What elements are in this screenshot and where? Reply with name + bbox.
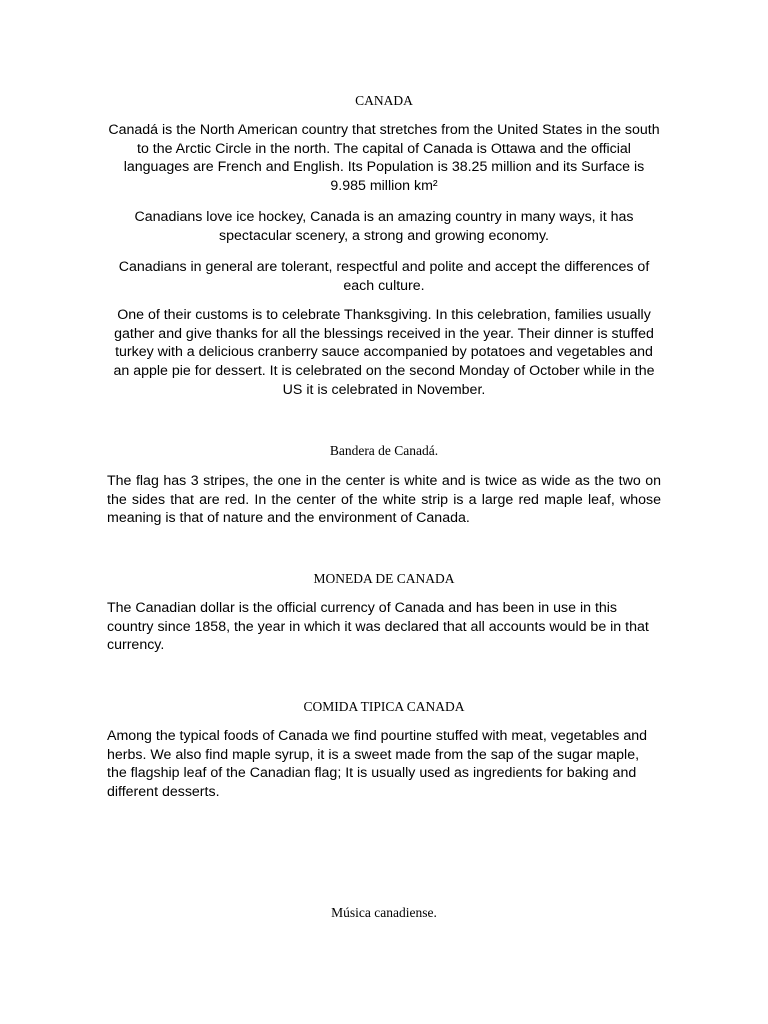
flag-heading: Bandera de Canadá.: [329, 443, 439, 458]
intro-paragraph-3: Canadians in general are tolerant, respectful and polite and accept the differences of each culture.: [118, 259, 650, 294]
intro-paragraph-2: Canadians love ice hockey, Canada is an amazing country in many ways, it has spectacular scenery, a strong and growing economy.: [134, 209, 634, 244]
document-title: CANADA: [355, 93, 413, 108]
intro-paragraph-4: One of their customs is to celebrate Thanksgiving. In this celebration, families usually gather and give thanks for all the blessings received in the year. Their dinner is stuffed turkey with a delicious cranberry sauce accompanied by potatoes and vegetables and an apple pie for dessert. It is celebrated on the second Monday of October while in the US it is celebrated in November.: [113, 307, 655, 398]
currency-paragraph: The Canadian dollar is the official currency of Canada and has been in use in this country since 1858, the year in which it was declared that all accounts would be in that currency.: [107, 600, 649, 654]
food-paragraph: Among the typical foods of Canada we find pourtine stuffed with meat, vegetables and herbs. We also find maple syrup, it is a sweet made from the sap of the sugar maple, the flagship leaf of the Canadian flag; It is usually used as ingredients for baking and different desserts.: [107, 728, 647, 801]
intro-paragraph-1: Canadá is the North American country that stretches from the United States in the south to the Arctic Circle in the north. The capital of Canada is Ottawa and the official languages are French and English. Its Population is 38.25 million and its Surface is 9.985 million km²: [108, 122, 660, 195]
food-heading: COMIDA TIPICA CANADA: [303, 699, 465, 714]
currency-heading: MONEDA DE CANADA: [313, 571, 455, 586]
flag-paragraph: The flag has 3 stripes, the one in the center is white and is twice as wide as the two on the sides that are red. In the center of the white strip is a large red maple leaf, whose meaning is that of nature and the environment of Canada.: [107, 473, 661, 527]
music-heading: Música canadiense.: [331, 905, 437, 920]
